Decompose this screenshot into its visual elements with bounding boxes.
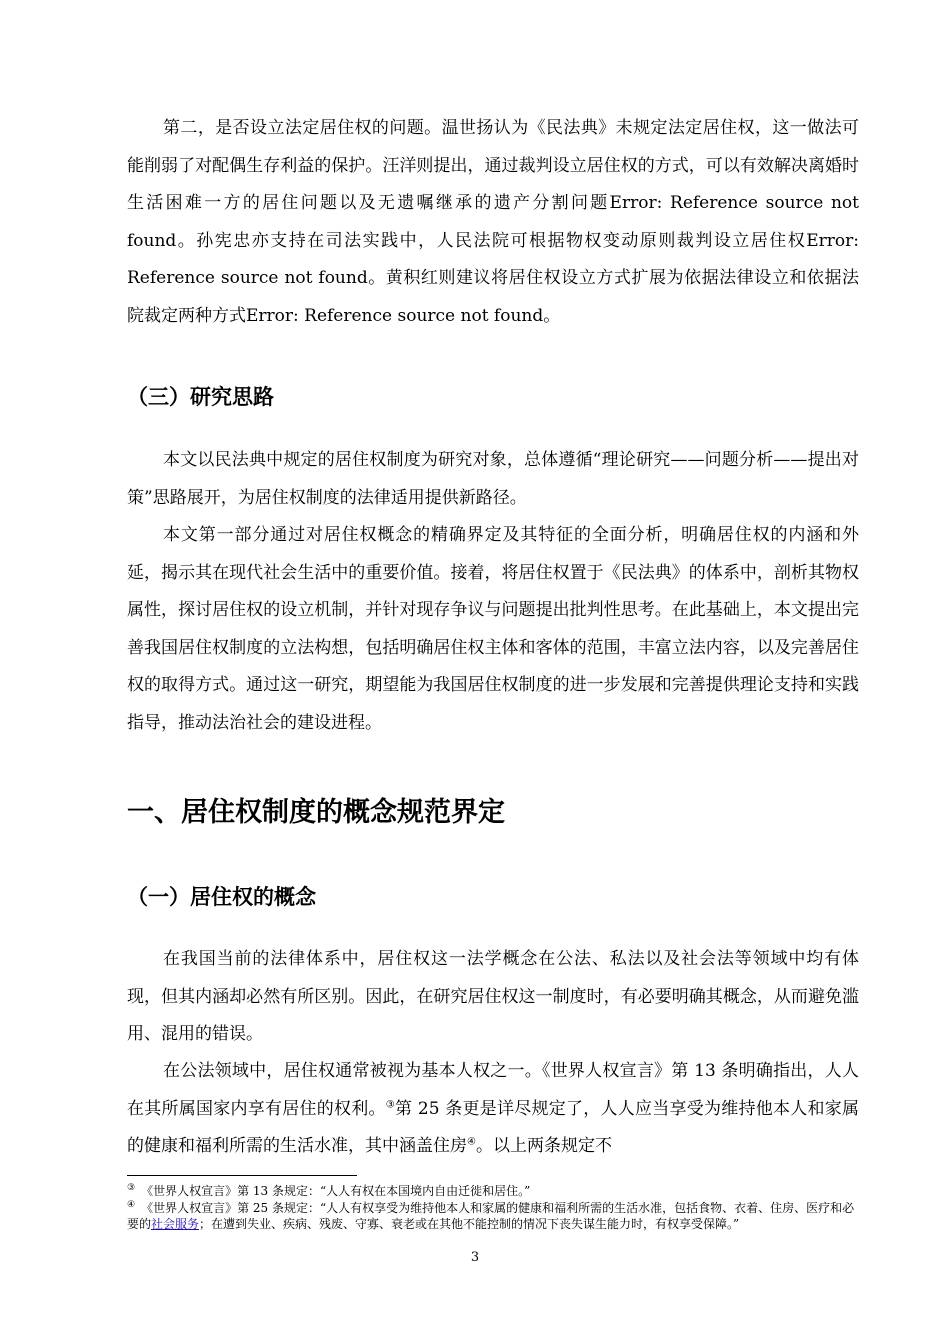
paragraph-text: 在公法领域中，居住权通常被视为基本人权之一。《世界人权宣言》第 13 条明确指出，人人在其所属国家内享有居住的权利。 [127, 1061, 859, 1119]
footnote-text: ；在遭到失业、疾病、残废、守寡、衰老或在其他不能控制的情况下丧失谋生能力时，有权享受保障。” [199, 1217, 740, 1231]
footnote-ref-3[interactable]: ③ [385, 1098, 395, 1110]
paragraph-legal-residence-debate: 第二，是否设立法定居住权的问题。温世扬认为《民法典》未规定法定居住权，这一做法可能削弱了对配偶生存利益的保护。汪洋则提出，通过裁判设立居住权的方式，可以有效解决离婚时生活困难一方的居住问题以及无遗嘱继承的遗产分割问题Error: Reference source not found。孙宪忠亦支持在司法实践中，人民法院可根据物权变动原则裁判设立居住权Error: Reference source not found。黄积红则建议将居住权设立方式扩展为依据法律设立和依据法院裁定两种方式Error: Reference source not found。 [127, 118, 859, 326]
footnote-mark: ④ [127, 1200, 136, 1210]
section-heading-concept: （一）居住权的概念 [127, 885, 316, 909]
footnote-text: 《世界人权宣言》第 13 条规定：“人人有权在本国境内自由迁徙和居住。” [141, 1184, 531, 1198]
page-number: 3 [470, 1250, 480, 1265]
paragraph-public-law [127, 1053, 859, 1166]
chapter-heading: 一、居住权制度的概念规范界定 [127, 797, 505, 828]
paragraph-text: 。以上两条规定不 [475, 1136, 612, 1156]
footnote-4 [127, 1200, 863, 1232]
paragraph-paper-structure: 本文第一部分通过对居住权概念的精确界定及其特征的全面分析，明确居住权的内涵和外延，揭示其在现代社会生活中的重要价值。接着，将居住权置于《民法典》的体系中，剖析其物权属性，探讨居住权的设立机制，并针对现存争议与问题提出批判性思考。在此基础上，本文提出完善我国居住权制度的立法构想，包括明确居住权主体和客体的范围，丰富立法内容，以及完善居住权的取得方式。通过这一研究，期望能为我国居住权制度的进一步发展和完善提供理论支持和实践指导，推动法治社会的建设进程。 [127, 525, 859, 733]
footnote-mark: ③ [127, 1183, 136, 1193]
paragraph-concept-intro: 在我国当前的法律体系中，居住权这一法学概念在公法、私法以及社会法等领域中均有体现，但其内涵却必然有所区别。因此，在研究居住权这一制度时，有必要明确其概念，从而避免滥用、混用的错误。 [127, 949, 859, 1044]
paragraph-research-object: 本文以民法典中规定的居住权制度为研究对象，总体遵循“理论研究——问题分析——提出对策”思路展开，为居住权制度的法律适用提供新路径。 [127, 450, 859, 508]
footnote-3 [127, 1183, 863, 1199]
section-heading-research-approach: （三）研究思路 [127, 385, 274, 409]
paragraph-text: 第 25 条更是详尽规定了，人人应当享受为维持他本人和家属的健康和福利所需的生活水准，其中涵盖住房 [127, 1098, 859, 1156]
social-services-link[interactable]: 社会服务 [151, 1217, 200, 1231]
footnote-separator [127, 1175, 357, 1176]
footnote-ref-4[interactable]: ④ [467, 1136, 476, 1148]
footnote-text: 《世界人权宣言》第 25 条规定：“人人有权享受为维持他本人和家属的健康和福利所需的生活水准，包括食物、衣着、住房、医疗和必要的 [127, 1201, 855, 1231]
